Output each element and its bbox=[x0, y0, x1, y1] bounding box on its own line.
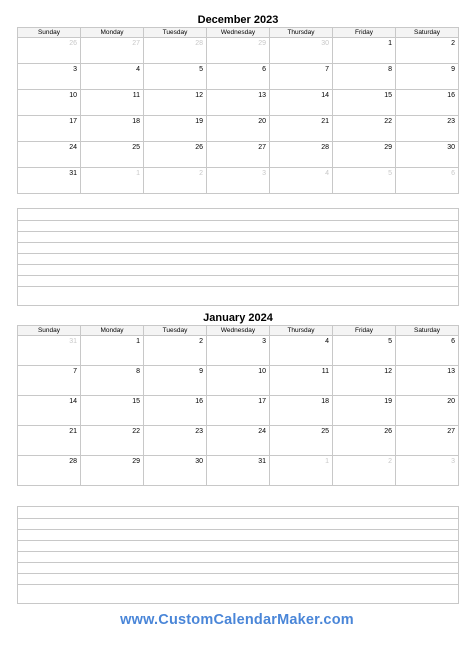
note-line bbox=[18, 540, 458, 551]
week-row bbox=[18, 426, 459, 456]
weekday-header: Tuesday bbox=[144, 28, 207, 38]
note-line bbox=[18, 253, 458, 264]
day-cell: 7 bbox=[18, 366, 81, 396]
day-cell: 24 bbox=[207, 426, 270, 456]
day-cell: 28 bbox=[270, 142, 333, 168]
day-cell: 22 bbox=[81, 426, 144, 456]
day-cell: 22 bbox=[333, 116, 396, 142]
notes-box-december bbox=[17, 208, 459, 306]
week-row bbox=[18, 168, 459, 194]
weekday-header-row bbox=[18, 28, 459, 38]
day-cell: 14 bbox=[270, 90, 333, 116]
calendar-january-2024 bbox=[17, 311, 459, 486]
day-cell: 27 bbox=[207, 142, 270, 168]
weekday-header: Sunday bbox=[18, 326, 81, 336]
day-cell: 17 bbox=[18, 116, 81, 142]
day-cell-other-month: 29 bbox=[207, 38, 270, 64]
day-cell: 21 bbox=[18, 426, 81, 456]
day-cell: 16 bbox=[144, 396, 207, 426]
day-cell-other-month: 3 bbox=[207, 168, 270, 194]
weekday-header: Monday bbox=[81, 326, 144, 336]
note-line bbox=[18, 529, 458, 540]
day-cell: 12 bbox=[144, 90, 207, 116]
day-cell-other-month: 4 bbox=[270, 168, 333, 194]
day-cell: 13 bbox=[207, 90, 270, 116]
day-cell: 29 bbox=[81, 456, 144, 486]
day-cell-other-month: 27 bbox=[81, 38, 144, 64]
note-line bbox=[18, 551, 458, 562]
note-line bbox=[18, 518, 458, 529]
day-cell: 11 bbox=[270, 366, 333, 396]
day-cell: 16 bbox=[396, 90, 459, 116]
day-cell: 19 bbox=[333, 396, 396, 426]
day-cell: 10 bbox=[18, 90, 81, 116]
day-cell: 15 bbox=[333, 90, 396, 116]
day-cell-other-month: 6 bbox=[396, 168, 459, 194]
day-cell: 14 bbox=[18, 396, 81, 426]
day-cell: 7 bbox=[270, 64, 333, 90]
week-row bbox=[18, 142, 459, 168]
week-row bbox=[18, 90, 459, 116]
day-cell: 1 bbox=[333, 38, 396, 64]
day-cell: 24 bbox=[18, 142, 81, 168]
weekday-header: Tuesday bbox=[144, 326, 207, 336]
day-cell: 20 bbox=[396, 396, 459, 426]
day-cell-other-month: 26 bbox=[18, 38, 81, 64]
day-cell: 6 bbox=[207, 64, 270, 90]
note-line bbox=[18, 209, 458, 220]
day-cell: 4 bbox=[81, 64, 144, 90]
day-cell: 26 bbox=[144, 142, 207, 168]
day-cell: 29 bbox=[333, 142, 396, 168]
day-cell: 4 bbox=[270, 336, 333, 366]
note-line bbox=[18, 242, 458, 253]
day-cell: 9 bbox=[396, 64, 459, 90]
day-cell-other-month: 3 bbox=[396, 456, 459, 486]
week-row bbox=[18, 336, 459, 366]
day-cell-other-month: 31 bbox=[18, 336, 81, 366]
day-cell: 12 bbox=[333, 366, 396, 396]
day-cell: 18 bbox=[81, 116, 144, 142]
note-line bbox=[18, 275, 458, 286]
notes-box-january bbox=[17, 506, 459, 604]
day-cell: 8 bbox=[333, 64, 396, 90]
note-line bbox=[18, 507, 458, 518]
weekday-header: Friday bbox=[333, 326, 396, 336]
month-grid bbox=[17, 325, 459, 486]
day-cell: 21 bbox=[270, 116, 333, 142]
month-grid bbox=[17, 27, 459, 194]
weekday-header: Wednesday bbox=[207, 326, 270, 336]
week-row bbox=[18, 64, 459, 90]
day-cell: 25 bbox=[270, 426, 333, 456]
day-cell: 20 bbox=[207, 116, 270, 142]
month-title: December 2023 bbox=[197, 14, 279, 26]
day-cell: 1 bbox=[81, 336, 144, 366]
day-cell: 6 bbox=[396, 336, 459, 366]
weekday-header: Saturday bbox=[396, 326, 459, 336]
day-cell-other-month: 1 bbox=[81, 168, 144, 194]
note-line bbox=[18, 584, 458, 595]
day-cell: 13 bbox=[396, 366, 459, 396]
day-cell: 9 bbox=[144, 366, 207, 396]
calendar-december-2023 bbox=[17, 13, 459, 194]
note-line bbox=[18, 264, 458, 275]
day-cell: 18 bbox=[270, 396, 333, 426]
day-cell: 11 bbox=[81, 90, 144, 116]
day-cell: 8 bbox=[81, 366, 144, 396]
weekday-header: Sunday bbox=[18, 28, 81, 38]
weekday-header: Friday bbox=[333, 28, 396, 38]
day-cell: 2 bbox=[144, 336, 207, 366]
day-cell-other-month: 1 bbox=[270, 456, 333, 486]
weekday-header: Monday bbox=[81, 28, 144, 38]
day-cell: 31 bbox=[207, 456, 270, 486]
note-line bbox=[18, 562, 458, 573]
day-cell-other-month: 28 bbox=[144, 38, 207, 64]
day-cell: 2 bbox=[396, 38, 459, 64]
weekday-header: Thursday bbox=[270, 28, 333, 38]
day-cell: 10 bbox=[207, 366, 270, 396]
day-cell: 25 bbox=[81, 142, 144, 168]
day-cell: 5 bbox=[333, 336, 396, 366]
day-cell: 17 bbox=[207, 396, 270, 426]
day-cell: 3 bbox=[18, 64, 81, 90]
day-cell: 28 bbox=[18, 456, 81, 486]
day-cell: 30 bbox=[144, 456, 207, 486]
week-row bbox=[18, 366, 459, 396]
day-cell-other-month: 5 bbox=[333, 168, 396, 194]
day-cell: 19 bbox=[144, 116, 207, 142]
weekday-header: Thursday bbox=[270, 326, 333, 336]
month-title: January 2024 bbox=[203, 312, 273, 324]
day-cell: 15 bbox=[81, 396, 144, 426]
week-row bbox=[18, 396, 459, 426]
day-cell: 3 bbox=[207, 336, 270, 366]
footer-website-link[interactable]: www.CustomCalendarMaker.com bbox=[120, 612, 354, 628]
day-cell-other-month: 2 bbox=[333, 456, 396, 486]
day-cell: 30 bbox=[396, 142, 459, 168]
day-cell-other-month: 30 bbox=[270, 38, 333, 64]
day-cell-other-month: 2 bbox=[144, 168, 207, 194]
note-line bbox=[18, 220, 458, 231]
day-cell: 23 bbox=[396, 116, 459, 142]
note-line bbox=[18, 231, 458, 242]
note-line bbox=[18, 573, 458, 584]
day-cell: 31 bbox=[18, 168, 81, 194]
note-line bbox=[18, 286, 458, 297]
day-cell: 26 bbox=[333, 426, 396, 456]
day-cell: 5 bbox=[144, 64, 207, 90]
day-cell: 27 bbox=[396, 426, 459, 456]
weekday-header: Saturday bbox=[396, 28, 459, 38]
day-cell: 23 bbox=[144, 426, 207, 456]
weekday-header-row bbox=[18, 326, 459, 336]
week-row bbox=[18, 456, 459, 486]
weekday-header: Wednesday bbox=[207, 28, 270, 38]
week-row bbox=[18, 116, 459, 142]
week-row bbox=[18, 38, 459, 64]
